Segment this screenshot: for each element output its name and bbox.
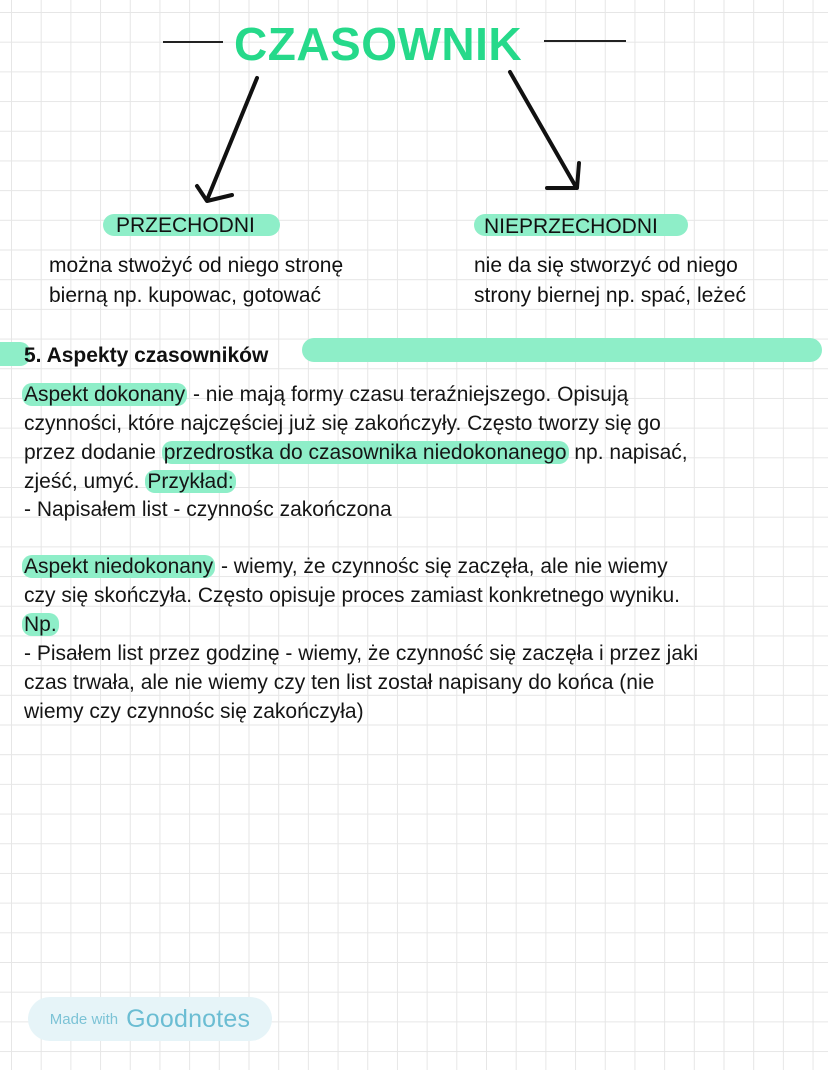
highlight-example-label: Przykład: <box>147 470 234 493</box>
branch-desc-nieprzechodni-line2: strony biernej np. spać, leżeć <box>474 284 746 307</box>
section-heading: 5. Aspekty czasowników <box>24 344 269 367</box>
imperfective-line2: czy się skończyła. Często opisuje proces zamiast konkretnego wyniku. <box>24 584 680 607</box>
title-right-rule <box>544 40 626 42</box>
imperfective-np <box>22 611 59 640</box>
term-imperfective: Aspekt niedokonany <box>24 555 214 578</box>
branch-label-przechodni: PRZECHODNI <box>116 214 255 237</box>
imperfective-example-line1: - Pisałem list przez godzinę - wiemy, że czynność się zaczęła i przez jaki <box>24 642 699 665</box>
perfective-line3: przez dodanie przedrostka do czasownika niedokonanego np. napisać, <box>24 441 688 464</box>
term-perfective: Aspekt dokonany <box>24 383 186 406</box>
perfective-line1: Aspekt dokonany - nie mają formy czasu teraźniejszego. Opisują <box>24 383 629 406</box>
perfective-line4: zjeść, umyć. Przykład: <box>24 470 234 493</box>
imperfective-example-line3: wiemy czy czynnośc się zakończyła) <box>24 700 364 723</box>
branch-desc-przechodni-line2: bierną np. kupowac, gotować <box>49 284 322 307</box>
heading-highlight-right <box>302 338 822 362</box>
title-left-rule <box>163 41 223 43</box>
watermark-brand: Goodnotes <box>126 1004 251 1033</box>
branch-label-nieprzechodni: NIEPRZECHODNI <box>484 215 658 238</box>
imperfective-line1: Aspekt niedokonany - wiemy, że czynnośc się zaczęła, ale nie wiemy <box>24 555 668 578</box>
goodnotes-watermark <box>28 997 272 1041</box>
perfective-example: - Napisałem list - czynnośc zakończona <box>24 498 392 521</box>
branch-desc-przechodni-line1: można stwożyć od niego stronę <box>49 254 344 277</box>
page-title: CZASOWNIK <box>234 18 523 70</box>
perfective-line2: czynności, które najczęściej już się zakończyły. Często tworzy się go <box>24 412 661 435</box>
arrow-left-icon <box>180 60 280 210</box>
arrow-right-icon <box>500 60 600 200</box>
highlight-np-label: Np. <box>24 613 57 636</box>
highlight-prefix-phrase: przedrostka do czasownika niedokonanego <box>163 441 567 464</box>
imperfective-example-line2: czas trwała, ale nie wiemy czy ten list został napisany do końca (nie <box>24 671 655 694</box>
watermark-made-with: Made with <box>49 1010 119 1028</box>
branch-desc-nieprzechodni-line1: nie da się stworzyć od niego <box>474 254 738 277</box>
